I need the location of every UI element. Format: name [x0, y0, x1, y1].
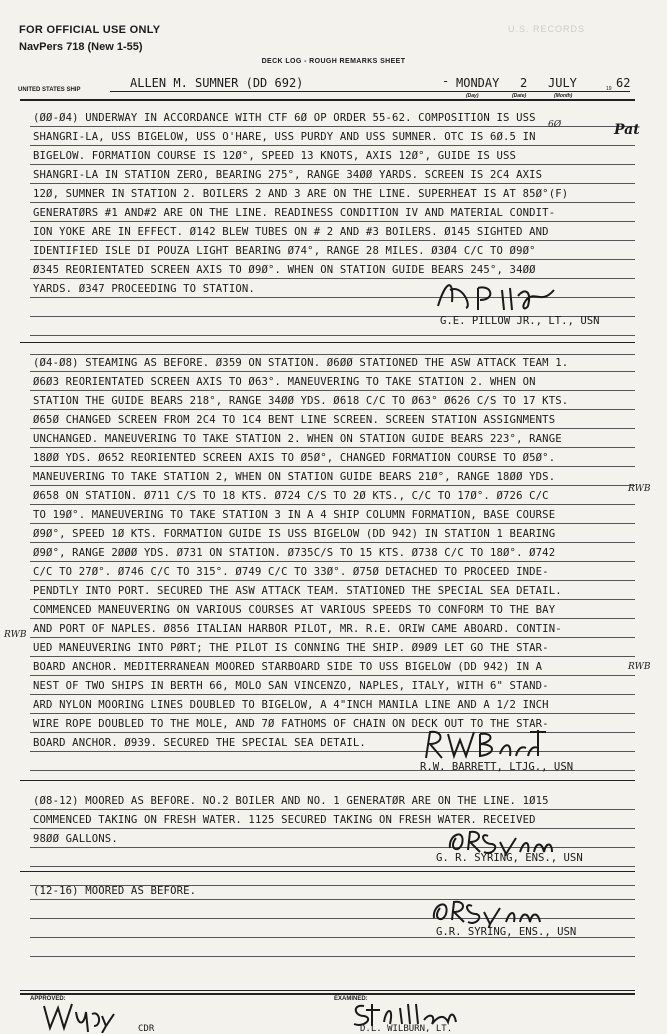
date-value: 2: [520, 76, 528, 90]
watch-separator: [20, 342, 635, 343]
form-number: NavPers 718 (New 1-55): [19, 41, 143, 53]
ruled-line: [30, 618, 635, 619]
ruled-line: [30, 866, 635, 867]
approved-signature: [40, 998, 140, 1033]
log-line: 12Ø, SUMNER IN STATION 2. BOILERS 2 AND 3 ARE ON THE LINE. SUPERHEAT IS AT 85Ø°(F): [33, 188, 569, 200]
date-dash: -: [442, 74, 450, 88]
log-line: C/C TO 27Ø°. Ø746 C/C TO 315°. Ø749 C/C TO 33Ø°. Ø75Ø DETACHED TO PROCEED INDE-: [33, 566, 549, 578]
sub-month: (Month): [554, 93, 573, 99]
year-value: 62: [616, 76, 631, 90]
log-line: 18ØØ YDS. Ø652 REORIENTED SCREEN AXIS TO Ø5Ø°, CHANGED FORMATION COURSE TO Ø5Ø°.: [33, 452, 556, 464]
log-line: BIGELOW. FORMATION COURSE IS 12Ø°, SPEED 13 KNOTS, AXIS 12Ø°, GUIDE IS USS: [33, 150, 517, 162]
log-line: BOARD ANCHOR. Ø939. SECURED THE SPECIAL SEA DETAIL.: [33, 737, 366, 749]
ruled-line: [30, 656, 635, 657]
log-line: UNCHANGED. MANEUVERING TO TAKE STATION 2. WHEN ON STATION GUIDE BEARS 223°, RANGE: [33, 433, 562, 445]
log-line: Ø658 ON STATION. Ø711 C/S TO 18 KTS. Ø724 C/S TO 2Ø KTS., C/C TO 17Ø°. Ø726 C/C: [33, 490, 549, 502]
year-prefix: 19: [606, 86, 612, 92]
sub-date: (Date): [512, 93, 527, 99]
ruled-line: [30, 694, 635, 695]
ruled-line: [30, 956, 635, 957]
approved-label: APPROVED:: [30, 996, 66, 1002]
ruled-line: [30, 145, 635, 146]
watch-separator: [20, 871, 635, 872]
log-line: YARDS. Ø347 PROCEEDING TO STATION.: [33, 283, 255, 295]
ruled-line: [30, 523, 635, 524]
watch-separator: [20, 780, 635, 781]
log-line: Ø9Ø°, SPEED 1Ø KTS. FORMATION GUIDE IS USS BIGELOW (DD 942) IN STATION 1 BEARING: [33, 528, 556, 540]
sub-day: (Day): [466, 93, 479, 99]
margin-correction: 6Ø: [548, 120, 562, 130]
ruled-line: [30, 713, 635, 714]
ruled-line: [30, 371, 635, 372]
ruled-line: [30, 183, 635, 184]
ruled-line: [30, 447, 635, 448]
ruled-line: [30, 202, 635, 203]
ruled-line: [30, 675, 635, 676]
ruled-line: [30, 466, 635, 467]
log-line: PENDTLY INTO PORT. SECURED THE ASW ATTACK TEAM. STATIONED THE SPECIAL SEA DETAIL.: [33, 585, 562, 597]
ship-underline: [110, 91, 630, 92]
log-line: SHANGRI-LA, USS BIGELOW, USS O'HARE, USS PURDY AND USS SUMNER. OTC IS 6Ø.5 IN: [33, 131, 536, 143]
log-line: TO 19Ø°. MANEUVERING TO TAKE STATION 3 IN A 4 SHIP COLUMN FORMATION, BASE COURSE: [33, 509, 556, 521]
month-value: JULY: [548, 76, 577, 90]
faded-stamp: U.S. RECORDS: [508, 24, 586, 34]
signature-name-watch3: G. R. SYRING, ENS., USN: [436, 852, 583, 864]
header-divider: [20, 99, 635, 101]
ruled-line: [30, 354, 635, 355]
ruled-line: [30, 637, 635, 638]
ruled-line: [30, 504, 635, 505]
signature-name-watch1: G.E. PILLOW JR., LT., USN: [440, 315, 600, 327]
margin-initial: Pat: [614, 122, 640, 138]
ruled-line: [30, 409, 635, 410]
log-line: ION YOKE ARE IN EFFECT. Ø142 BLEW TUBES ON # 2 AND #3 BOILERS. Ø145 SIGHTED AND: [33, 226, 549, 238]
ruled-line: [30, 580, 635, 581]
ruled-line: [30, 809, 635, 810]
signature-name-watch4: G.R. SYRING, ENS., USN: [436, 926, 577, 938]
log-line: Ø6Ø3 REORIENTATED SCREEN AXIS TO Ø63°. MANEUVERING TO TAKE STATION 2. WHEN ON: [33, 376, 536, 388]
day-value: MONDAY: [456, 76, 500, 90]
ship-label: UNITED STATES SHIP: [18, 87, 81, 93]
barrett-signature: [420, 726, 550, 762]
margin-initial-rwb-2: RWB: [4, 630, 27, 640]
log-line: STATION THE GUIDE BEARS 218°, RANGE 34ØØ YDS. Ø618 C/C TO Ø63° Ø626 C/S TO 17 KTS.: [33, 395, 569, 407]
log-line: (12-16) MOORED AS BEFORE.: [33, 885, 197, 897]
log-line: COMMENCED MANEUVERING ON VARIOUS COURSES AT VARIOUS SPEEDS TO CONFORM TO THE BAY: [33, 604, 556, 616]
ruled-line: [30, 428, 635, 429]
log-line: Ø345 REORIENTATED SCREEN AXIS TO Ø9Ø°. WHEN ON STATION GUIDE BEARS 245°, 34ØØ: [33, 264, 536, 276]
ship-date-row: [18, 72, 638, 99]
log-line: UED MANEUVERING INTO PØRT; THE PILOT IS CONNING THE SHIP. Ø9Ø9 LET GO THE STAR-: [33, 642, 549, 654]
examined-name: D.L. WILBURN, LT.: [360, 1024, 453, 1034]
log-line: NEST OF TWO SHIPS IN BERTH 66, MOLO SAN VINCENZO, NAPLES, ITALY, WITH 6" STAND-: [33, 680, 549, 692]
log-line: 98ØØ GALLONS.: [33, 833, 118, 845]
examined-label: EXAMINED:: [334, 996, 368, 1002]
ruled-line: [30, 240, 635, 241]
ruled-line: [30, 561, 635, 562]
ruled-line: [30, 221, 635, 222]
log-line: GENERATØRS #1 AND#2 ARE ON THE LINE. READINESS CONDITION IV AND MATERIAL CONDIT-: [33, 207, 556, 219]
log-line: (Ø4-Ø8) STEAMING AS BEFORE. Ø359 ON STATION. Ø6ØØ STATIONED THE ASW ATTACK TEAM 1.: [33, 357, 569, 369]
watch-separator: [20, 990, 635, 991]
log-line: COMMENCED TAKING ON FRESH WATER. 1125 SECURED TAKING ON FRESH WATER. RECEIVED: [33, 814, 536, 826]
ruled-line: [30, 259, 635, 260]
footer-divider: [20, 993, 635, 995]
ruled-line: [30, 390, 635, 391]
margin-initial-rwb-1: RWB: [628, 484, 651, 494]
ruled-line: [30, 485, 635, 486]
syring-signature-2: [430, 894, 550, 928]
log-line: IDENTIFIED ISLE DI POUZA LIGHT BEARING Ø74°, RANGE 28 MILES. Ø3Ø4 C/C TO Ø9Ø°: [33, 245, 536, 257]
ruled-line: [30, 335, 635, 336]
log-line: MANEUVERING TO TAKE STATION 2, WHEN ON STATION GUIDE BEARS 21Ø°, RANGE 18ØØ YDS.: [33, 471, 556, 483]
ship-name: ALLEN M. SUMNER (DD 692): [130, 76, 304, 90]
margin-initial-rwb-3: RWB: [628, 662, 651, 672]
log-line: Ø65Ø CHANGED SCREEN FROM 2C4 TO 1C4 BENT LINE SCREEN. SCREEN STATION ASSIGNMENTS: [33, 414, 556, 426]
ruled-line: [30, 599, 635, 600]
log-line: AND PORT OF NAPLES. Ø856 ITALIAN HARBOR PILOT, MR. R.E. ORIW CAME ABOARD. CONTIN-: [33, 623, 562, 635]
sheet-title: DECK LOG - ROUGH REMARKS SHEET: [261, 58, 406, 65]
ruled-line: [30, 126, 635, 127]
signature-name-watch2: R.W. BARRETT, LTJG., USN: [420, 761, 574, 773]
official-use-heading: FOR OFFICIAL USE ONLY: [19, 24, 161, 36]
log-line: Ø9Ø°, RANGE 2ØØØ YDS. Ø731 ON STATION. Ø735C/S TO 15 KTS. Ø738 C/C TO 18Ø°. Ø742: [33, 547, 556, 559]
ruled-line: [30, 542, 635, 543]
log-line: ARD NYLON MOORING LINES DOUBLED TO BIGELOW, A 4"INCH MANILA LINE AND A 1/2 INCH: [33, 699, 549, 711]
log-line: BOARD ANCHOR. MEDITERRANEAN MOORED STARBOARD SIDE TO USS BIGELOW (DD 942) IN A: [33, 661, 543, 673]
log-line: (ØØ-Ø4) UNDERWAY IN ACCORDANCE WITH CTF 6Ø OP ORDER 55-62. COMPOSITION IS USS: [33, 112, 536, 124]
log-line: (Ø8-12) MOORED AS BEFORE. NO.2 BOILER AND NO. 1 GENERATØR ARE ON THE LINE. 1Ø15: [33, 795, 549, 807]
log-line: WIRE ROPE DOUBLED TO THE MOLE, AND 7Ø FATHOMS OF CHAIN ON DECK OUT TO THE STAR-: [33, 718, 549, 730]
ruled-line: [30, 164, 635, 165]
pillow-signature: [432, 276, 572, 316]
approved-name: CDR: [138, 1024, 155, 1034]
log-line: SHANGRI-LA IN STATION ZERO, BEARING 275°, RANGE 34ØØ YARDS. SCREEN IS 2C4 AXIS: [33, 169, 543, 181]
